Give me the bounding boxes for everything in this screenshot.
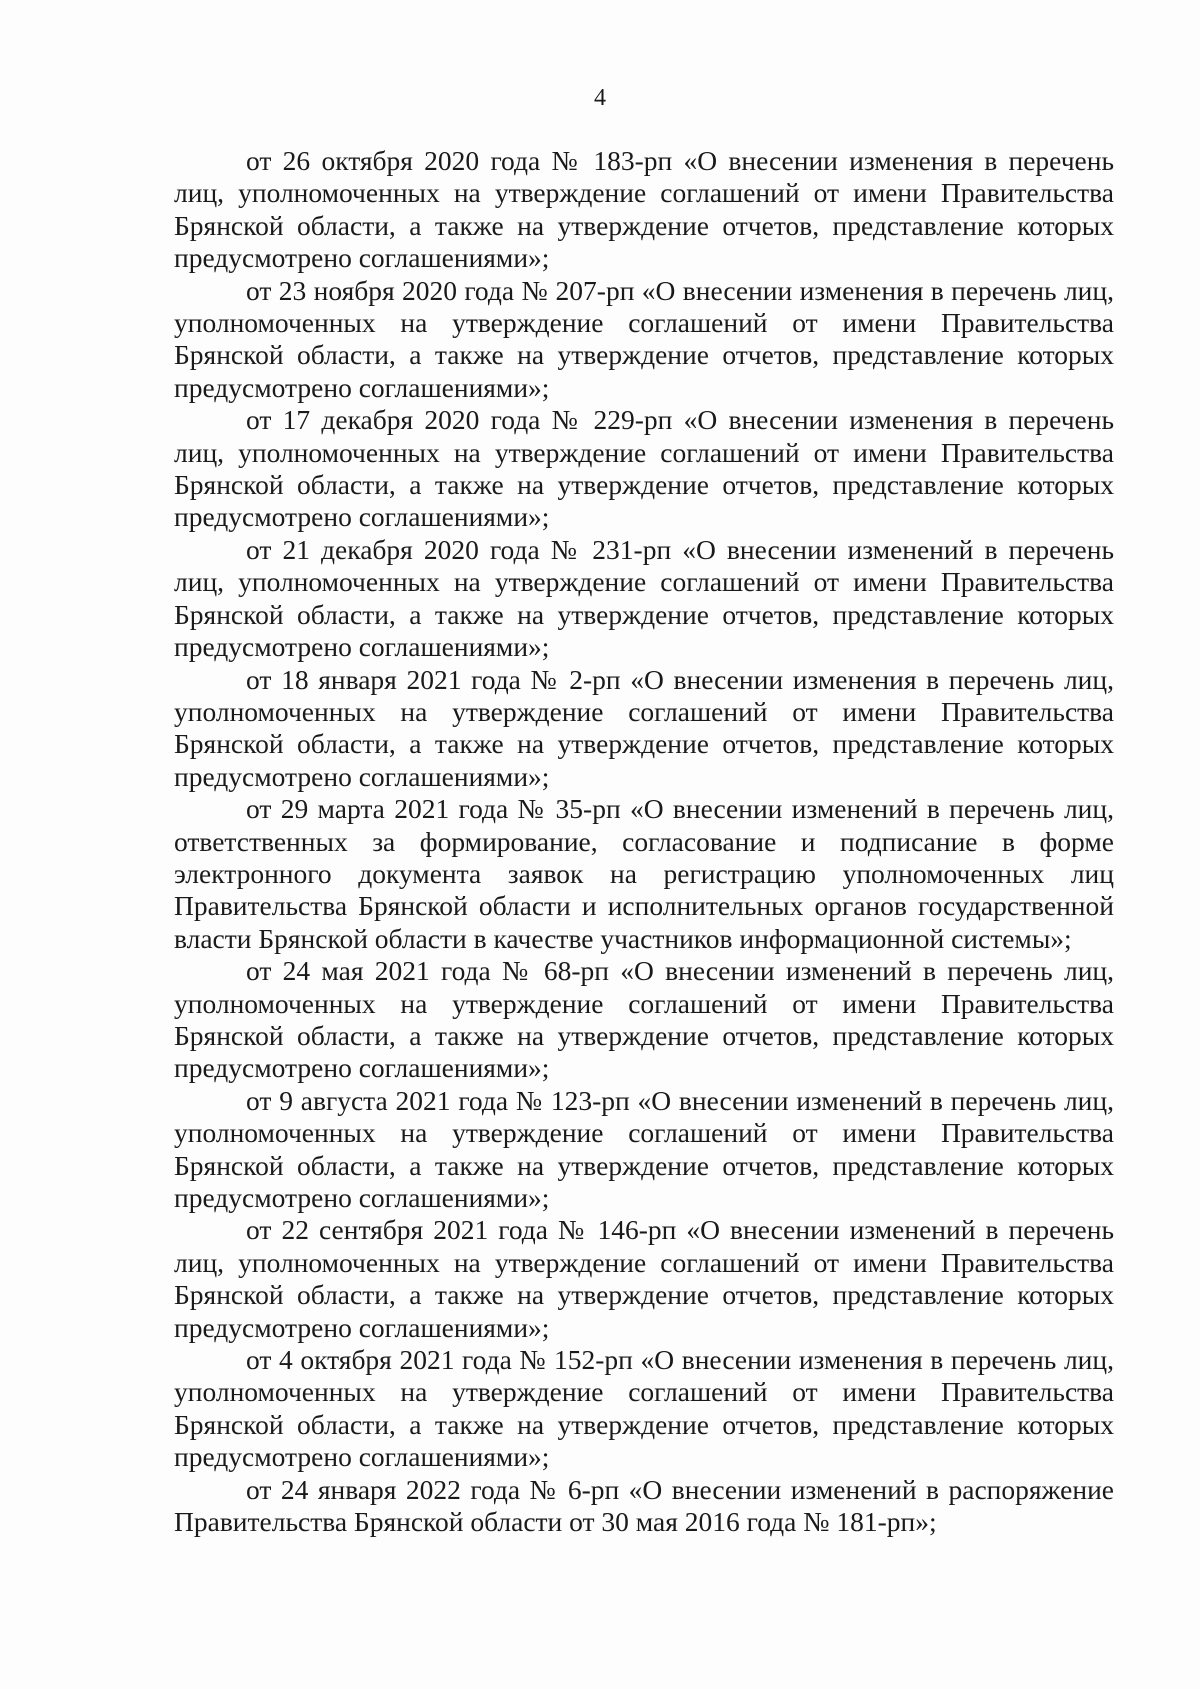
- list-item: от 18 января 2021 года № 2-рп «О внесении изменения в перечень лиц, уполномоченных на утверждение соглашений от имени Правительства Брянской области, а также на утверждение отчетов, представление которых предусмотрено соглашениями»;: [174, 663, 1114, 792]
- list-item: от 22 сентября 2021 года № 146-рп «О внесении изменений в перечень лиц, уполномоченных на утверждение соглашений от имени Правительства Брянской области, а также на утверждение отчетов, представление которых предусмотрено соглашениями»;: [174, 1214, 1114, 1343]
- list-item: от 9 августа 2021 года № 123-рп «О внесении изменений в перечень лиц, уполномоченных на утверждение соглашений от имени Правительства Брянской области, а также на утверждение отчетов, представление которых предусмотрено соглашениями»;: [174, 1084, 1114, 1213]
- list-item: от 21 декабря 2020 года № 231-рп «О внесении изменений в перечень лиц, уполномоченных на утверждение соглашений от имени Правительства Брянской области, а также на утверждение отчетов, представление которых предусмотрено соглашениями»;: [174, 533, 1114, 663]
- list-item: от 17 декабря 2020 года № 229-рп «О внесении изменения в перечень лиц, уполномоченных на утверждение соглашений от имени Правительства Брянской области, а также на утверждение отчетов, представление которых предусмотрено соглашениями»;: [174, 404, 1114, 533]
- page-number: 4: [594, 85, 606, 111]
- list-item: от 26 октября 2020 года № 183-рп «О внесении изменения в перечень лиц, уполномоченных на утверждение соглашений от имени Правительства Брянской области, а также на утверждение отчетов, представление которых предусмотрено соглашениями»;: [174, 145, 1114, 274]
- document-body: [174, 145, 1114, 1538]
- list-item: от 24 мая 2021 года № 68-рп «О внесении изменений в перечень лиц, уполномоченных на утверждение соглашений от имени Правительства Брянской области, а также на утверждение отчетов, представление которых предусмотрено соглашениями»;: [174, 955, 1114, 1084]
- list-item: от 23 ноября 2020 года № 207-рп «О внесении изменения в перечень лиц, уполномоченных на утверждение соглашений от имени Правительства Брянской области, а также на утверждение отчетов, представление которых предусмотрено соглашениями»;: [174, 274, 1114, 403]
- list-item: от 4 октября 2021 года № 152-рп «О внесении изменения в перечень лиц, уполномоченных на утверждение соглашений от имени Правительства Брянской области, а также на утверждение отчетов, представление которых предусмотрено соглашениями»;: [174, 1344, 1114, 1473]
- list-item: от 24 января 2022 года № 6-рп «О внесении изменений в распоряжение Правительства Брянской области от 30 мая 2016 года № 181-рп»;: [174, 1473, 1114, 1538]
- list-item: от 29 марта 2021 года № 35-рп «О внесении изменений в перечень лиц, ответственных за формирование, согласование и подписание в форме электронного документа заявок на регистрацию уполномоченных лиц Правительства Брянской области и исполнительных органов государственной власти Брянской области в качестве участников информационной системы»;: [174, 793, 1114, 954]
